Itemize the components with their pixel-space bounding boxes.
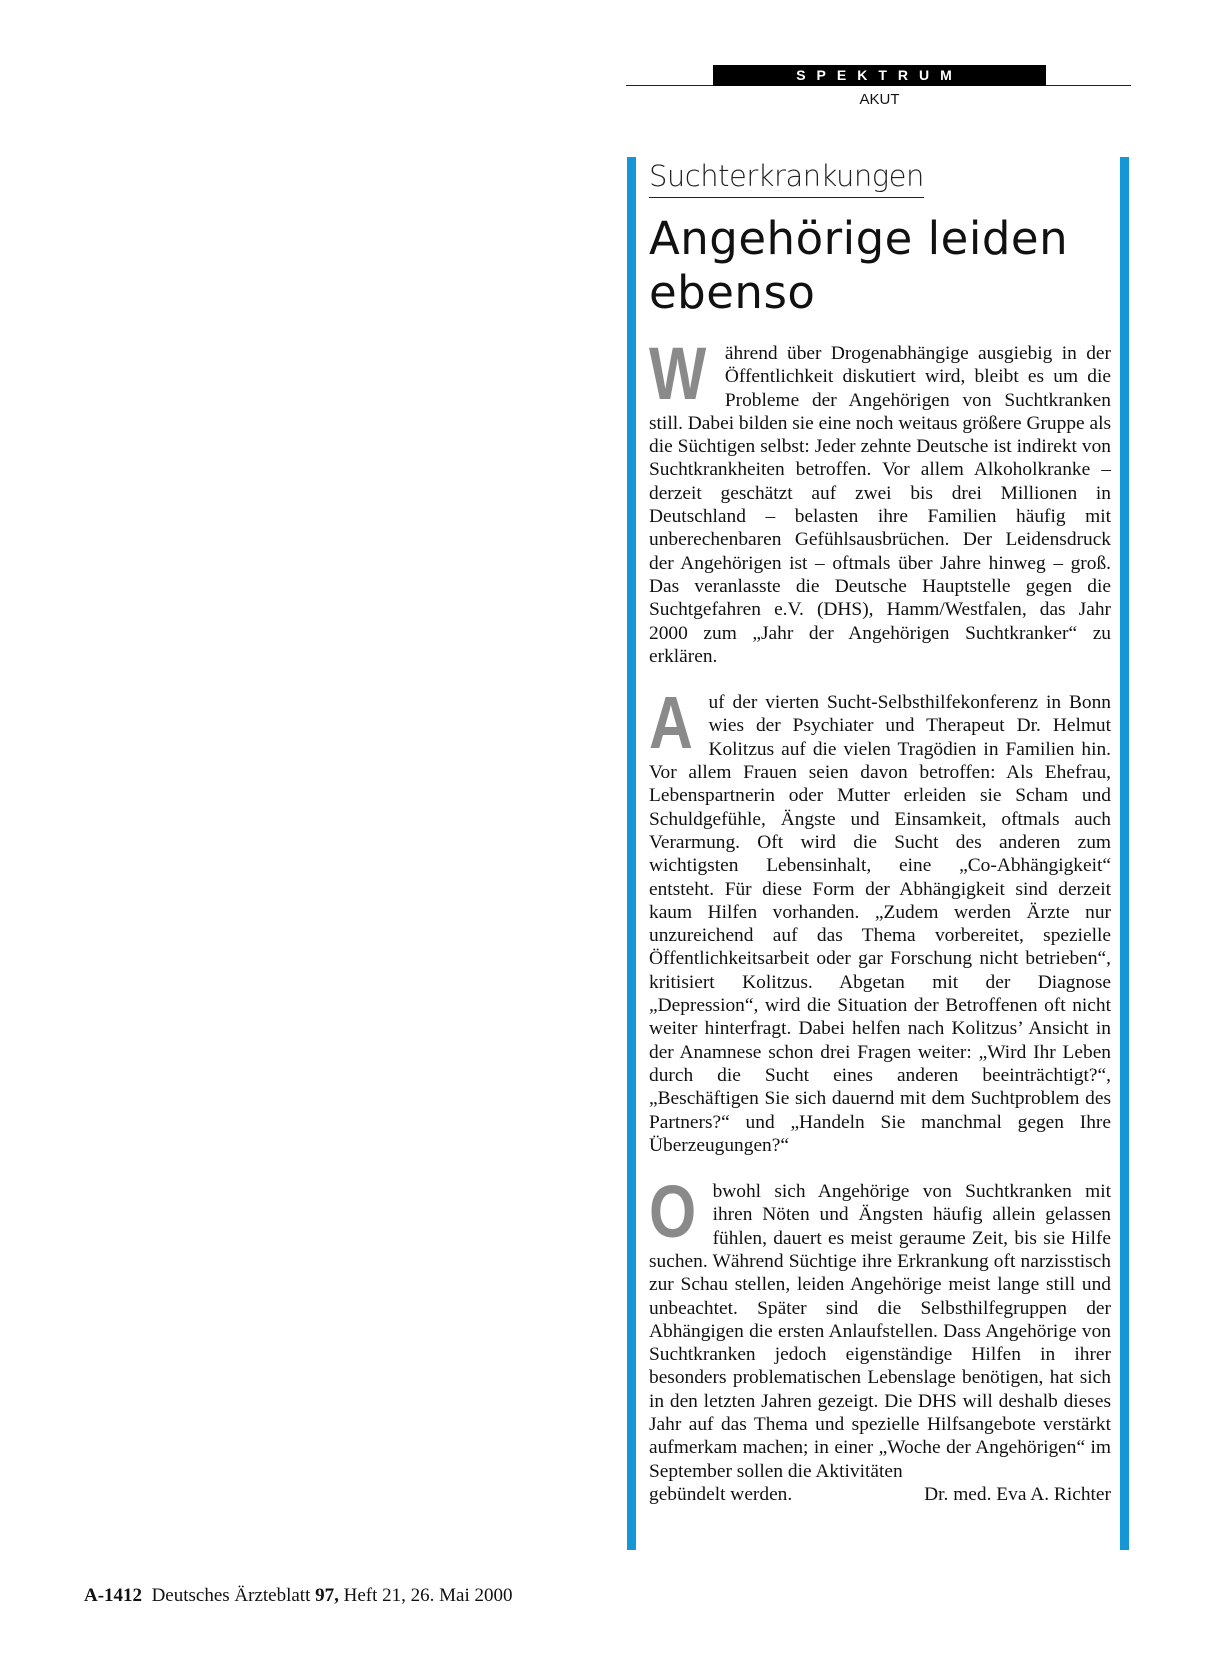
paragraph-2	[649, 681, 1111, 1157]
journal-name: Deutsches Ärzteblatt	[151, 1585, 311, 1606]
paragraph-text: bwohl sich Angehörige von Suchtkranken mit ihren Nöten und Ängsten häufig allein gelassen fühlen, dauert es meist geraume Zeit, bis sie Hilfe suchen. Während Süchtige ihre Erkrankung oft narzisstisch zur Schau stellen, leiden Angehörige meist lange still und unbeachtet. Später sind die Selbsthilfegruppen der Abhängigen die ersten Anlaufstellen. Dass Angehörige von Suchtkranken jedoch eigenständige Hilfen in ihrer besonders problematischen Lebenslage benötigen, hat sich in den letzten Jahren gezeigt. Die DHS will deshalb dieses Jahr auf das Thema und spezielle Hilfsangebote verstärkt aufmerkam machen; in einer „Woche der Angehörigen“ im September sollen die Aktivitäten	[649, 1181, 1111, 1482]
paragraph-text: ährend über Drogenabhängige ausgiebig in der Öffentlichkeit diskutiert wird, bleibt es um die Probleme der Angehörigen von Suchtkranken still. Dabei bilden sie eine noch weitaus größere Gruppe als die Süchtigen selbst: Jeder zehnte Deutsche ist indirekt von Suchtkrankheiten betroffen. Vor allem Alkoholkranke – derzeit geschätzt auf zwei bis drei Millionen in Deutschland – belasten ihre Familien häufig mit unberechenbaren Gefühlsausbrüchen. Der Leidensdruck der Angehörigen ist – oftmals über Jahre hinweg – groß. Das veranlasste die Deutsche Hauptstelle gegen die Suchtgefahren e.V. (DHS), Hamm/Westfalen, das Jahr 2000 zum „Jahr der Angehörigen Suchtkranker“ zu erklären.	[649, 343, 1112, 667]
closing-line	[649, 1483, 1111, 1506]
paragraph-3	[649, 1170, 1111, 1506]
article-headline: Angehörige leiden ebenso	[649, 212, 1069, 319]
article-box	[627, 157, 1129, 1550]
closing-text: gebündelt werden.	[649, 1483, 793, 1505]
section-label: SPEKTRUM	[713, 65, 1046, 86]
dropcap: W	[649, 332, 707, 415]
page-footer	[84, 1585, 513, 1607]
article-kicker: Suchterkrankungen	[649, 157, 924, 198]
page-number: A-1412	[84, 1585, 143, 1606]
article-body	[649, 332, 1112, 1529]
dropcap: O	[649, 1170, 697, 1254]
paragraph-1	[649, 332, 1112, 668]
dropcap: A	[649, 681, 693, 765]
paragraph-3-body	[649, 1170, 1111, 1483]
subsection-label: AKUT	[859, 91, 900, 108]
journal-issue: Heft 21, 26. Mai 2000	[343, 1585, 513, 1606]
paragraph-text: uf der vierten Sucht-Selbsthilfekonferenz in Bonn wies der Psychiater und Therapeut Dr. Helmut Kolitzus auf die vielen Tragödien in Familien hin. Vor allem Frauen seien davon betroffen: Als Ehefrau, Lebenspartnerin oder Mutter erleiden sie Scham und Schuldgefühle, Ängste und Einsamkeit, oftmals auch Verarmung. Oft wird die Sucht des anderen zum wichtigsten Lebensinhalt, eine „Co-Abhängigkeit“ entsteht. Für diese Form der Abhängigkeit sind derzeit kaum Hilfen vorhanden. „Zudem werden Ärzte nur unzureichend auf das Thema vorbereitet, spezielle Öffentlichkeitsarbeit oder gar Forschung nicht betrieben“, kritisiert Kolitzus. Abgetan mit der Diagnose „Depression“, wird die Situation der Betroffenen oft nicht weiter hinterfragt. Dabei helfen nach Kolitzus’ Ansicht in der Anamnese schon drei Fragen weiter: „Wird Ihr Leben durch die Sucht eines anderen beeinträchtigt?“, „Beschäftigen Sie sich dauernd mit dem Suchtproblem des Partners?“ und „Handeln Sie manchmal gegen Ihre Überzeugungen?“	[649, 692, 1111, 1156]
journal-volume: 97,	[315, 1585, 339, 1606]
author-byline: Dr. med. Eva A. Richter	[924, 1483, 1111, 1505]
